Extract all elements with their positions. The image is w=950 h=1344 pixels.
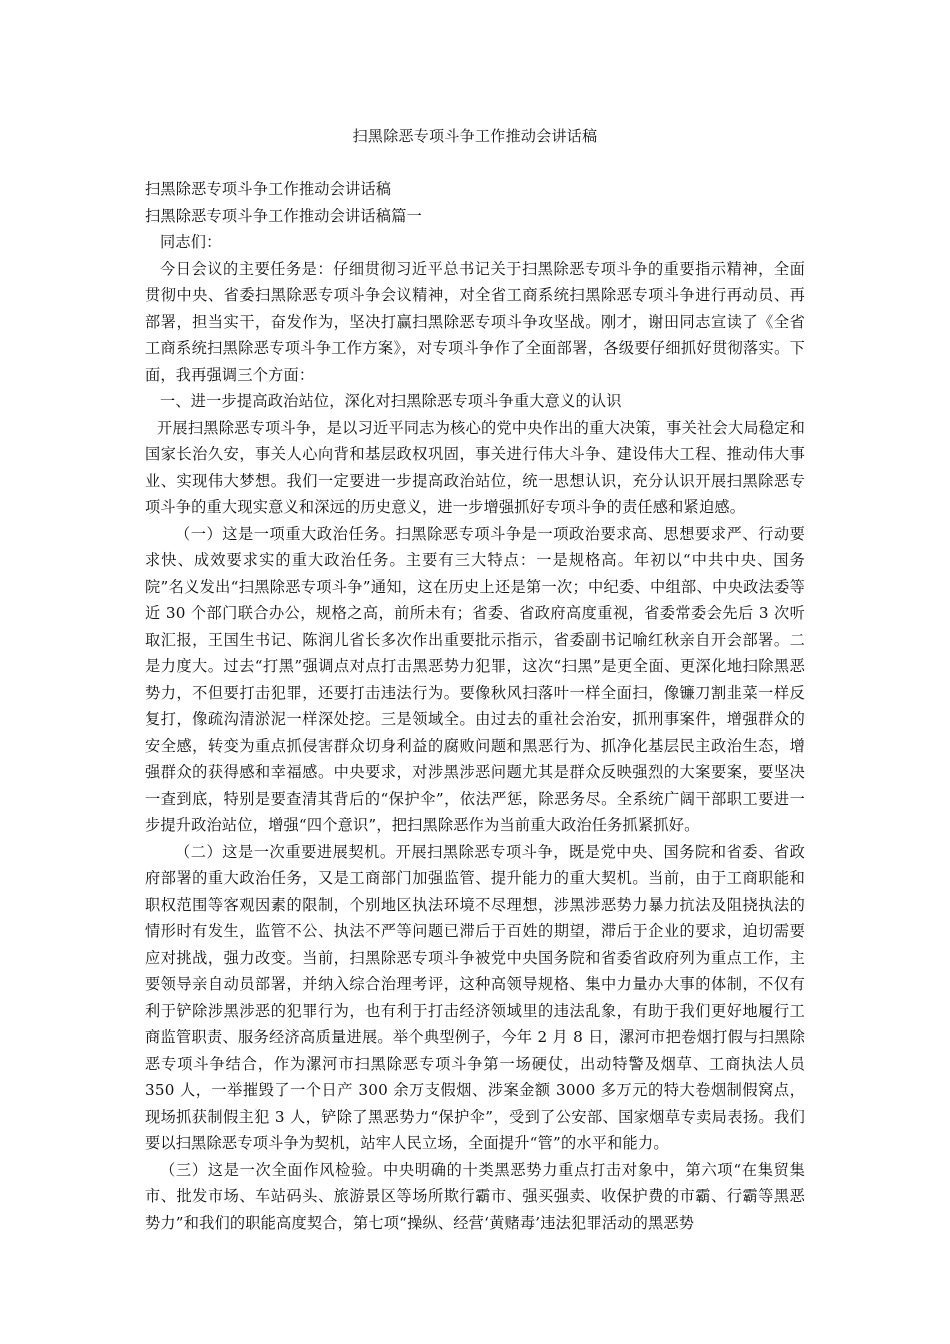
document-body [145,176,805,1236]
paragraph-point-3: （三）这是一次全面作风检验。中央明确的十类黑恶势力重点打击对象中，第六项“在集贸集市、批发市场、车站码头、旅游景区等场所欺行霸市、强买强卖、收保护费的市霸、行霸等黑恶势力”和我们的职能高度契合，第七项“操纵、经营‘黄赌毒’违法犯罪活动的黑恶势 [145,1160,805,1232]
paragraph-intro: 今日会议的主要任务是：仔细贯彻习近平总书记关于扫黑除恶专项斗争的重要指示精神，全面贯彻中央、省委扫黑除恶专项斗争会议精神，对全省工商系统扫黑除恶专项斗争进行再动员、再部署，担当实干，奋发作为，坚决打赢扫黑除恶专项斗争攻坚战。刚才，谢田同志宣读了《全省工商系统扫黑除恶专项斗争工作方案》，对专项斗争作了全面部署，各级要仔细抓好贯彻落实。下面，我再强调三个方面： [145,259,805,384]
paragraph-point-2: （二）这是一次重要进展契机。开展扫黑除恶专项斗争，既是党中央、国务院和省委、省政府部署的重大政治任务，又是工商部门加强监管、提升能力的重大契机。当前，由于工商职能和职权范围等客观因素的限制，个别地区执法环境不尽理想，涉黑涉恶势力暴力抗法及阻挠执法的情形时有发生，监管不公、执法不严等问题已滞后于百姓的期望，滞后于企业的要求，迫切需要应对挑战，强力改变。当前，扫黑除恶专项斗争被党中央国务院和省委省政府列为重点工作，主要领导亲自动员部署，并纳入综合治理考评，这种高领导规格、集中力量办大事的体制，不仅有利于铲除涉黑涉恶的犯罪行为，也有利于打击经济领域里的违法乱象，有助于我们更好地履行工商监管职责、服务经济高质量进展。举个典型例子，今年 2 月 8 日，漯河市把卷烟打假与扫黑除恶专项斗争结合，作为漯河市扫黑除恶专项斗争第一场硬仗，出动特警及烟草、工商执法人员 350 人，一举摧毁了一个日产 300 余万支假烟、涉案金额 3000 多万元的特大卷烟制假窝点，现场抓获制假主犯 3 人，铲除了黑恶势力“保护伞”，受到了公安部、国家烟草专卖局表扬。我们要以扫黑除恶专项斗争为契机，站牢人民立场，全面提升“管”的水平和能力。 [145,842,805,1152]
paragraph-section-1: 开展扫黑除恶专项斗争，是以习近平同志为核心的党中央作出的重大决策，事关社会大局稳定和国家长治久安，事关人心向背和基层政权巩固，事关进行伟大斗争、建设伟大工程、推动伟大事业、实现伟大梦想。我们一定要进一步提高政治站位，统一思想认识，充分认识开展扫黑除恶专项斗争的重大现实意义和深远的历史意义，进一步增强抓好专项斗争的责任感和紧迫感。 [145,418,805,516]
salutation: 同志们： [160,233,222,251]
document-title: 扫黑除恶专项斗争工作推动会讲话稿 [352,127,598,145]
paragraph-point-1: （一）这是一项重大政治任务。扫黑除恶专项斗争是一项政治要求高、思想要求严、行动要求快、成效要求实的重大政治任务。主要有三大特点：一是规格高。年初以“中共中央、国务院”名义发出“扫黑除恶专项斗争”通知，这在历史上还是第一次；中纪委、中组部、中央政法委等近 30 个部门联合办公，规格之高，前所未有；省委、省政府高度重视，省委常委会先后 3 次听取汇报，王国生书记、陈润儿省长多次作出重要批示指示，省委副书记喻红秋亲自开会部署。二是力度大。过去“打黑”强调点对点打击黑恶势力犯罪，这次“扫黑”是更全面、更深化地扫除黑恶势力，不但要打击犯罪，还要打击违法行为。要像秋风扫落叶一样全面扫，像镰刀割韭菜一样反复打，像疏沟清淤泥一样深处挖。三是领域全。由过去的重社会治安，抓刑事案件，增强群众的安全感，转变为重点抓侵害群众切身利益的腐败问题和黑恶行为、抓净化基层民主政治生态，增强群众的获得感和幸福感。中央要求，对涉黑涉恶问题尤其是群众反映强烈的大案要案，要坚决一查到底，特别是要查清其背后的“保护伞”，依法严惩，除恶务尽。全系统广阔干部职工要进一步提升政治站位，增强“四个意识”，把扫黑除恶作为当前重大政治任务抓紧抓好。 [145,524,805,834]
document-subtitle: 扫黑除恶专项斗争工作推动会讲话稿 [145,180,392,198]
section-heading-1: 一、进一步提高政治站位，深化对扫黑除恶专项斗争重大意义的认识 [160,392,622,410]
document-subtitle-part: 扫黑除恶专项斗争工作推动会讲话稿篇一 [145,206,422,225]
